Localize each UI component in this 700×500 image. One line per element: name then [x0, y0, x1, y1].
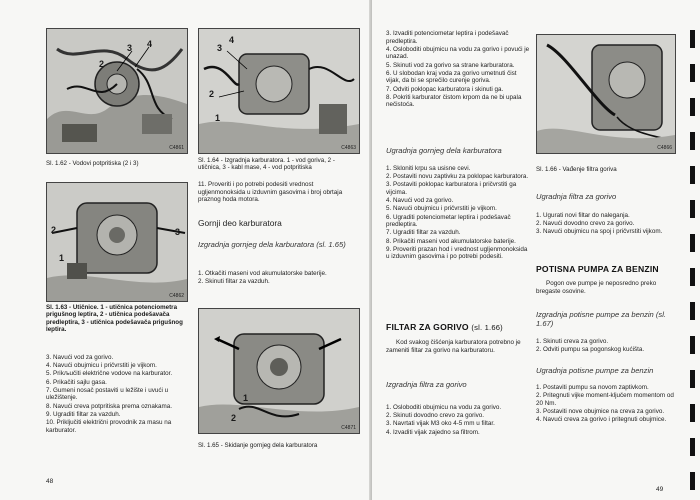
list-item: 8. Prikačiti maseni vod akumulatorske baterije.	[386, 237, 516, 245]
binding-mark	[690, 234, 695, 252]
heading-izgradnja-filtra: Izgradnja filtra za gorivo	[386, 380, 467, 389]
figure-code: C4871	[341, 425, 356, 431]
list-item: 1. Skinuti creva za gorivo.	[536, 338, 609, 345]
steps-list	[386, 30, 530, 110]
list-item: 3. Navući obujmicu na spoj i pričvrstiti vijkom.	[536, 228, 663, 236]
figure-code: C4861	[169, 145, 184, 151]
steps-list	[46, 354, 186, 435]
figure-1-64-caption: Sl. 1.64 - Izgradnja karburatora. 1 - vod goriva, 2 - utičnica, 3 - kabl mase, 4 - vod potpritiska	[198, 157, 335, 172]
binding-mark	[690, 438, 695, 456]
figure-label: 1	[243, 393, 249, 403]
heading-gornji-deo: Gornji deo karburatora	[198, 218, 282, 228]
figure-label: 3	[127, 43, 133, 53]
binding-mark	[690, 64, 695, 82]
heading-izgradnja-pumpe: Izgradnja potisne pumpe za benzin (sl. 1.67)	[536, 310, 667, 328]
figure-label: 4	[147, 39, 153, 49]
list-item: 7. Ugraditi filtar za vazduh.	[386, 229, 461, 237]
figure-1-66-caption: Sl. 1.66 - Vađenje filtra goriva	[536, 166, 617, 173]
figure-1-65-caption: Sl. 1.65 - Skidanje gornjeg dela karburatora	[198, 442, 318, 449]
steps-list	[386, 165, 530, 261]
heading-filtar-ref: (sl. 1.66)	[471, 323, 503, 332]
heading-ugradnja-filtra: Ugradnja filtra za gorivo	[536, 192, 617, 201]
figure-1-63-image	[46, 182, 188, 302]
figure-label: 1	[215, 113, 221, 123]
list-item: 7. Odviti poklopac karburatora i skinuti ga.	[386, 85, 504, 93]
figure-1-66-image	[536, 34, 676, 154]
list-item: 6. Ugraditi potenciometar leptira i podešavač predleptira.	[386, 213, 511, 229]
list-item: 8. Navući creva potpritiska prema oznakama.	[46, 402, 172, 410]
figure-1-63-caption: Sl. 1.63 - Utičnice. 1 - utičnica potenciometra prigušnog leptira, 2 - utičnica podešavača predleptira, 3 - utičnica podešavača prigušnog leptira.	[46, 304, 183, 334]
list-item: 2. Odviti pumpu sa pogonskog kućišta.	[536, 346, 645, 354]
paragraph-pumpa: Pogon ove pumpe je neposredno preko bregaste osovine.	[536, 280, 657, 295]
paragraph-filtar: Kod svakog čišćenja karburatora potrebno je zameniti filtar za gorivo na karburatoru.	[386, 339, 521, 354]
binding-mark	[690, 200, 695, 218]
list-item: 6. U slobodan kraj voda za gorivo umetnuti čist vijak, da bi se sprečilo curenje goriva.	[386, 69, 517, 85]
list-item: 4. Osloboditi obujmicu na vodu za gorivo i povući je unazad.	[386, 45, 530, 61]
binding-mark	[690, 370, 695, 388]
list-item: 2. Pritegnuti vijke moment-ključem momentom od 20 Nm.	[536, 392, 674, 407]
list-item: 3. Navući vod za gorivo.	[46, 354, 114, 361]
figure-1-62-caption: Sl. 1.62 - Vodovi potpritiska (2 i 3)	[46, 160, 139, 167]
paragraph-11: 11. Proveriti i po potrebi podesiti vrednost ugljenmonoksida u izduvnim gasovima i broj obrtaja praznog hoda motora.	[198, 181, 343, 204]
steps-list	[536, 338, 674, 354]
list-item: 7. Gumeni nosač postaviti u ležište i uvući u uležištenje.	[46, 386, 169, 402]
list-item: 2. Postaviti novu zaptivku za poklopac karburatora.	[386, 173, 529, 181]
list-item: 3. Izvaditi potenciometar leptira i podešavač predleptira.	[386, 30, 509, 45]
list-item: 6. Prikačiti sajlu gasa.	[46, 378, 107, 386]
binding-mark	[690, 404, 695, 422]
right-page	[372, 0, 700, 500]
heading-filtar	[386, 322, 503, 332]
figure-1-65-image	[198, 308, 360, 434]
binding-mark	[690, 166, 695, 184]
list-item: 4. Izvaditi vijak zajedno sa filtrom.	[386, 428, 480, 436]
figure-label: 2	[209, 89, 215, 99]
heading-pumpa: POTISNA PUMPA ZA BENZIN	[536, 264, 659, 274]
list-item: 4. Navući vod za gorivo.	[386, 197, 454, 205]
figure-code: C4863	[341, 145, 356, 151]
steps-list	[536, 212, 674, 237]
steps-list	[386, 404, 530, 437]
figure-label: 1	[59, 253, 65, 263]
list-item: 3. Postaviti nove obujmice na creva za gorivo.	[536, 407, 665, 415]
figure-1-64-image	[198, 28, 360, 154]
steps-list	[536, 384, 674, 424]
page-number: 49	[656, 486, 664, 493]
list-item: 1. Otkačiti maseni vod akumulatorske baterije.	[198, 270, 327, 277]
list-item: 9. Ugraditi filtar za vazduh.	[46, 410, 121, 418]
list-item: 3. Postaviti poklopac karburatora i pričvrstiti ga vijcima.	[386, 181, 517, 196]
heading-ugradnja: Ugradnja gornjeg dela karburatora	[386, 146, 502, 155]
page-number: 48	[46, 478, 54, 485]
binding-mark	[690, 98, 695, 116]
heading-ugradnja-pumpe: Ugradnja potisne pumpe za benzin	[536, 366, 654, 375]
figure-label: 2	[231, 413, 237, 423]
list-item: 1. Ugurati novi filtar do naleganja.	[536, 212, 630, 219]
list-item: 1. Postaviti pumpu sa novom zaptivkom.	[536, 384, 649, 391]
list-item: 5. Prikљučiti električne vodove na karburator.	[46, 370, 173, 378]
binding-mark	[690, 302, 695, 320]
figure-label: 3	[175, 227, 181, 237]
figure-1-62-image	[46, 28, 188, 154]
figure-code: C4866	[657, 145, 672, 151]
binding-mark	[690, 132, 695, 150]
list-item: 5. Navući obujmicu i pričvrstiti je vijkom.	[386, 205, 497, 213]
figure-code: C4862	[169, 293, 184, 299]
figure-label: 2	[99, 59, 105, 69]
list-item: 1. Skloniti krpu sa usisne cevi.	[386, 165, 471, 172]
figure-label: 2	[51, 225, 57, 235]
figure-label: 4	[229, 35, 235, 45]
list-item: 5. Skinuti vod za gorivo sa strane karburatora.	[386, 61, 515, 69]
list-item: 2. Navući dovodno crevo za gorivo.	[536, 220, 635, 228]
list-item: 3. Navrtati vijak M3 oko 4-5 mm u filtar.	[386, 420, 495, 428]
heading-izgradnja: Izgradnja gornjeg dela karburatora (sl. 1.65)	[198, 240, 346, 249]
figure-label: 3	[217, 43, 223, 53]
list-item: 4. Navući creva za gorivo i pritegnuti obujmice.	[536, 416, 667, 424]
binding-mark	[690, 30, 695, 48]
heading-filtar-title: FILTAR ZA GORIVO	[386, 322, 469, 332]
list-item: 2. Skinuti dovodno crevo za gorivo.	[386, 412, 485, 420]
list-item: 8. Pokriti karburator čistom krpom da ne bi upala nečistoća.	[386, 93, 522, 109]
steps-list	[198, 270, 360, 286]
binding-mark	[690, 268, 695, 286]
list-item: 10. Priključiti električni provodnik za masu na karburator.	[46, 418, 172, 434]
list-item: 9. Proveriti prazan hod i vrednost ugljenmonoksida u izduvnim gasovima i po potrebi podesiti.	[386, 245, 528, 261]
list-item: 2. Skinuti filtar za vazduh.	[198, 278, 270, 286]
binding-mark	[690, 472, 695, 490]
list-item: 1. Osloboditi obujmicu na vodu za gorivo.	[386, 404, 502, 411]
list-item: 4. Navući obujmicu i pričvrstiti je vijkom.	[46, 362, 157, 370]
binding-mark	[690, 336, 695, 354]
